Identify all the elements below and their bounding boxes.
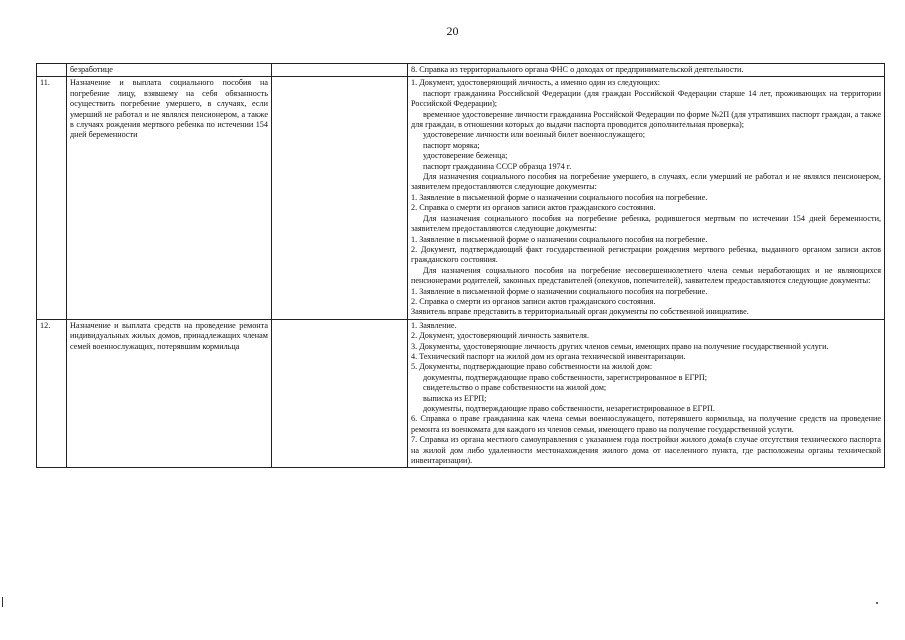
row-number: 12. [37,319,67,468]
service-name: Назначение и выплата социального пособия на погребение лицу, взявшему на себя обязанность осуществить погребение умершего, в случаях, если умерший не работал и не являлся пенсионером, а также в случаях рождения мертвого ребенка по истечении 154 дней беременности [67,77,272,319]
document-line: свидетельство о праве собственности на жилой дом; [423,383,607,393]
document-line: паспорт гражданина СССР образца 1974 г. [423,161,572,171]
document-line: 6. Справка о праве гражданина как члена семьи военнослужащего, потерявшего кормильца, на получение средств на проведение ремонта из военкомата для каждого из членов семьи, имеющего право на получение государственной услуги. [411,414,881,434]
table-row [37,64,885,77]
document-line: выписка из ЕГРП; [423,393,487,403]
margin-mark [2,597,3,607]
empty-cell [272,319,408,468]
required-documents [408,77,885,319]
document-line: документы, подтверждающие право собственности, зарегистрированное в ЕГРП; [423,372,708,382]
document-line: 1. Заявление в письменной форме о назначении социального пособия на погребение. [411,234,708,244]
document-line: 1. Заявление. [411,320,457,330]
document-line: удостоверение личности или военный билет военнослужащего; [423,130,646,140]
services-table [36,63,885,468]
document-line: Для назначения социального пособия на погребение ребенка, родившегося мертвым по истечении 154 дней беременности, заявителем предоставляются следующие документы: [411,213,881,234]
document-line: 3. Документы, удостоверяющие личность других членов семьи, имеющих право на получение государственной услуги. [411,341,829,351]
required-documents [408,319,885,468]
page-number: 20 [446,24,459,38]
document-line: удостоверение беженца; [423,151,508,161]
table-body [37,64,885,468]
scan-dot [876,602,878,604]
document-line: временное удостоверение личности гражданина Российской Федерации по форме №2П (для утративших паспорт граждан, а также для граждан, в отношении которых до выдачи паспорта проводится дополнительная проверка); [411,109,881,130]
document-line: 2. Справка о смерти из органов записи актов гражданского состояния. [411,203,656,213]
document-line: Заявитель вправе представить в территориальный орган документы по собственной инициативе. [411,307,749,317]
row-number: 11. [37,77,67,319]
document-line: документы, подтверждающие право собственности, незарегистрированное в ЕГРП. [423,404,715,413]
table-row [37,319,885,468]
document-line: 1. Заявление в письменной форме о назначении социального пособия на погребение. [411,286,708,296]
service-name: Назначение и выплата средств на проведение ремонта индивидуальных жилых домов, принадлежащих членам семей военнослужащих, потерявшим кормильца [67,319,272,468]
empty-cell [272,77,408,319]
empty-cell [272,64,408,77]
document-line: 2. Справка о смерти из органов записи актов гражданского состояния. [411,296,656,306]
table-row [37,77,885,319]
document-line: паспорт гражданина Российской Федерации (для граждан Российской Федерации старше 14 лет, проживающих на территории Российской Федерации); [411,88,881,109]
row-number [37,64,67,77]
document-line: 8. Справка из территориального органа ФНС о доходах от предпринимательской деятельности. [411,65,744,74]
document-line: 2. Документ, удостоверяющий личность заявителя. [411,331,589,341]
required-documents [408,64,885,77]
document-line: паспорт моряка; [423,140,480,150]
document-line: 4. Технический паспорт на жилой дом из органа технической инвентаризации. [411,351,686,361]
document-line: Для назначения социального пособия на погребение умершего, в случаях, если умерший не работал и не являлся пенсионером, заявителем предоставляются следующие документы: [411,172,881,192]
service-name: безработице [67,64,272,77]
document-line: 7. Справка из органа местного самоуправления с указанием года постройки жилого дома(в случае отсутствия технического паспорта на жилой дом либо удаленности местонахождения жилого дома от населенного пункта, где расположены органы технической инвентаризации). [411,435,881,466]
document-line: Для назначения социального пособия на погребение несовершеннолетнего члена семьи неработающих и не являющихся пенсионерами родителей, законных представителей (опекунов, попечителей), заявителем предоставляются следующие документы: [411,265,881,286]
document-line: 1. Заявление в письменной форме о назначении социального пособия на погребение. [411,192,708,202]
document-line: 2. Документ, подтверждающий факт государственной регистрации рождения мертвого ребенка, выданного органом записи актов гражданского состояния. [411,244,881,265]
document-line: 1. Документ, удостоверяющий личность, а именно один из следующих: [411,78,661,88]
document-line: 5. Документы, подтверждающие право собственности на жилой дом: [411,362,653,372]
